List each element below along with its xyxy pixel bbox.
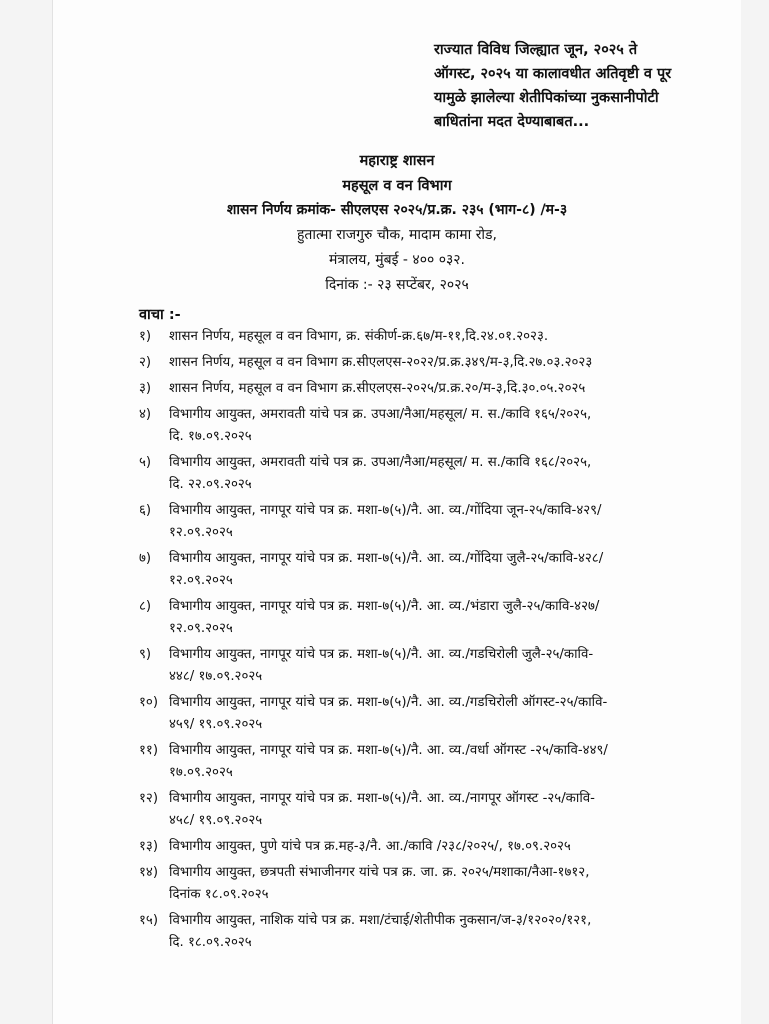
department-name: महसूल व वन विभाग <box>342 178 452 194</box>
reference-item <box>139 910 749 954</box>
reference-item <box>139 862 749 906</box>
reference-text: शासन निर्णय, महसूल व वन विभाग क्र.सीएलएस-२०२५/प्र.क्र.२०/म-३,दि.३०.०५.२०२५ <box>169 381 586 396</box>
subject-line: यामुळे झालेल्या शेतीपिकांच्या नुकसानीपोटी <box>434 90 659 106</box>
reference-item <box>139 788 749 832</box>
reference-number: ८) <box>139 599 152 614</box>
reference-text: विभागीय आयुक्त, नागपूर यांचे पत्र क्र. मशा-७(५)/नै. आ. व्य./गोंदिया जुलै-२५/कावि-४२८/ १२.०९.२०२५ <box>169 551 604 588</box>
reference-text: शासन निर्णय, महसूल व वन विभाग, क्र. संकीर्ण-क्र.६७/म-११,दि.२४.०१.२०२३. <box>169 329 549 344</box>
subject-line: बाधितांना मदत देण्याबाबत... <box>434 114 590 130</box>
reference-item <box>139 404 749 448</box>
reference-item <box>139 452 749 496</box>
government-name: महाराष्ट्र शासन <box>359 153 435 169</box>
reference-text: विभागीय आयुक्त, नाशिक यांचे पत्र क्र. मशा/टंचाई/शेतीपीक नुकसान/ज-३/१२०२०/१२१, दि. १८.०९.२०२५ <box>169 913 592 950</box>
reference-number: १) <box>139 329 152 344</box>
subject-block <box>434 38 734 134</box>
reference-number: ३) <box>139 381 152 396</box>
reference-text: विभागीय आयुक्त, नागपूर यांचे पत्र क्र. मशा-७(५)/नै. आ. व्य./गडचिरोली ऑगस्ट-२५/कावि- ४५९/ १९.०९.२०२५ <box>169 695 608 732</box>
reference-number: २) <box>139 355 152 370</box>
reference-number: १३) <box>139 839 159 854</box>
reference-item <box>139 740 749 784</box>
address-line-1: हुतात्मा राजगुरु चौक, मादाम कामा रोड, <box>296 227 498 243</box>
reference-number: ५) <box>139 455 152 470</box>
reference-item <box>139 378 749 400</box>
date-line: दिनांक :- २३ सप्टेंबर, २०२५ <box>325 277 469 293</box>
reference-item <box>139 596 749 640</box>
reference-item <box>139 352 749 374</box>
reference-number: ११) <box>139 743 159 758</box>
reference-list <box>139 326 749 958</box>
reference-text: विभागीय आयुक्त, छत्रपती संभाजीनगर यांचे पत्र क्र. जा. क्र. २०२५/मशाका/नैआ-१७१२, दिनांक १८.०९.२०२५ <box>169 865 590 902</box>
reference-text: विभागीय आयुक्त, अमरावती यांचे पत्र क्र. उपआ/नैआ/महसूल/ म. स./कावि १६८/२०२५, दि. २२.०९.२०२५ <box>169 455 592 492</box>
reference-number: १५) <box>139 913 159 928</box>
address-line-2: मंत्रालय, मुंबई - ४०० ०३२. <box>328 252 465 268</box>
reference-item <box>139 500 749 544</box>
reference-item <box>139 836 749 858</box>
reference-text: विभागीय आयुक्त, नागपूर यांचे पत्र क्र. मशा-७(५)/नै. आ. व्य./भंडारा जुलै-२५/कावि-४२७/ १२.०९.२०२५ <box>169 599 600 636</box>
document-page <box>52 0 741 1024</box>
reference-number: ७) <box>139 551 152 566</box>
reference-text: विभागीय आयुक्त, नागपूर यांचे पत्र क्र. मशा-७(५)/नै. आ. व्य./वर्धा ऑगस्ट -२५/कावि-४४९/ १७.०९.२०२५ <box>169 743 608 780</box>
reference-item <box>139 644 749 688</box>
read-heading: वाचा :- <box>139 307 181 323</box>
reference-item <box>139 692 749 736</box>
reference-text: विभागीय आयुक्त, पुणे यांचे पत्र क्र.मह-३/नै. आ./कावि /२३८/२०२५/, १७.०९.२०२५ <box>169 839 571 854</box>
reference-number: ६) <box>139 503 152 518</box>
reference-text: विभागीय आयुक्त, नागपूर यांचे पत्र क्र. मशा-७(५)/नै. आ. व्य./गडचिरोली जुलै-२५/कावि- ४४८/ १७.०९.२०२५ <box>169 647 594 684</box>
reference-text: विभागीय आयुक्त, अमरावती यांचे पत्र क्र. उपआ/नैआ/महसूल/ म. स./कावि १६५/२०२५, दि. १७.०९.२०२५ <box>169 407 592 444</box>
reference-number: १२) <box>139 791 159 806</box>
reference-item <box>139 548 749 592</box>
gr-number: शासन निर्णय क्रमांक- सीएलएस २०२५/प्र.क्र. २३५ (भाग-८) /म-३ <box>226 202 568 218</box>
reference-number: १०) <box>139 695 159 710</box>
reference-number: ९) <box>139 647 152 662</box>
reference-item <box>139 326 749 348</box>
reference-text: विभागीय आयुक्त, नागपूर यांचे पत्र क्र. मशा-७(५)/नै. आ. व्य./गोंदिया जून-२५/कावि-४२९/ १२.०९.२०२५ <box>169 503 602 540</box>
reference-text: विभागीय आयुक्त, नागपूर यांचे पत्र क्र. मशा-७(५)/नै. आ. व्य./नागपूर ऑगस्ट -२५/कावि- ४५८/ १९.०९.२०२५ <box>169 791 595 828</box>
reference-text: शासन निर्णय, महसूल व वन विभाग क्र.सीएलएस-२०२२/प्र.क्र.३४९/म-३,दि.२७.०३.२०२३ <box>169 355 593 370</box>
reference-number: १४) <box>139 865 159 880</box>
subject-line: राज्यात विविध जिल्ह्यात जून, २०२५ ते <box>434 42 638 58</box>
subject-line: ऑगस्ट, २०२५ या कालावधीत अतिवृष्टी व पूर <box>434 66 672 82</box>
reference-number: ४) <box>139 407 152 422</box>
